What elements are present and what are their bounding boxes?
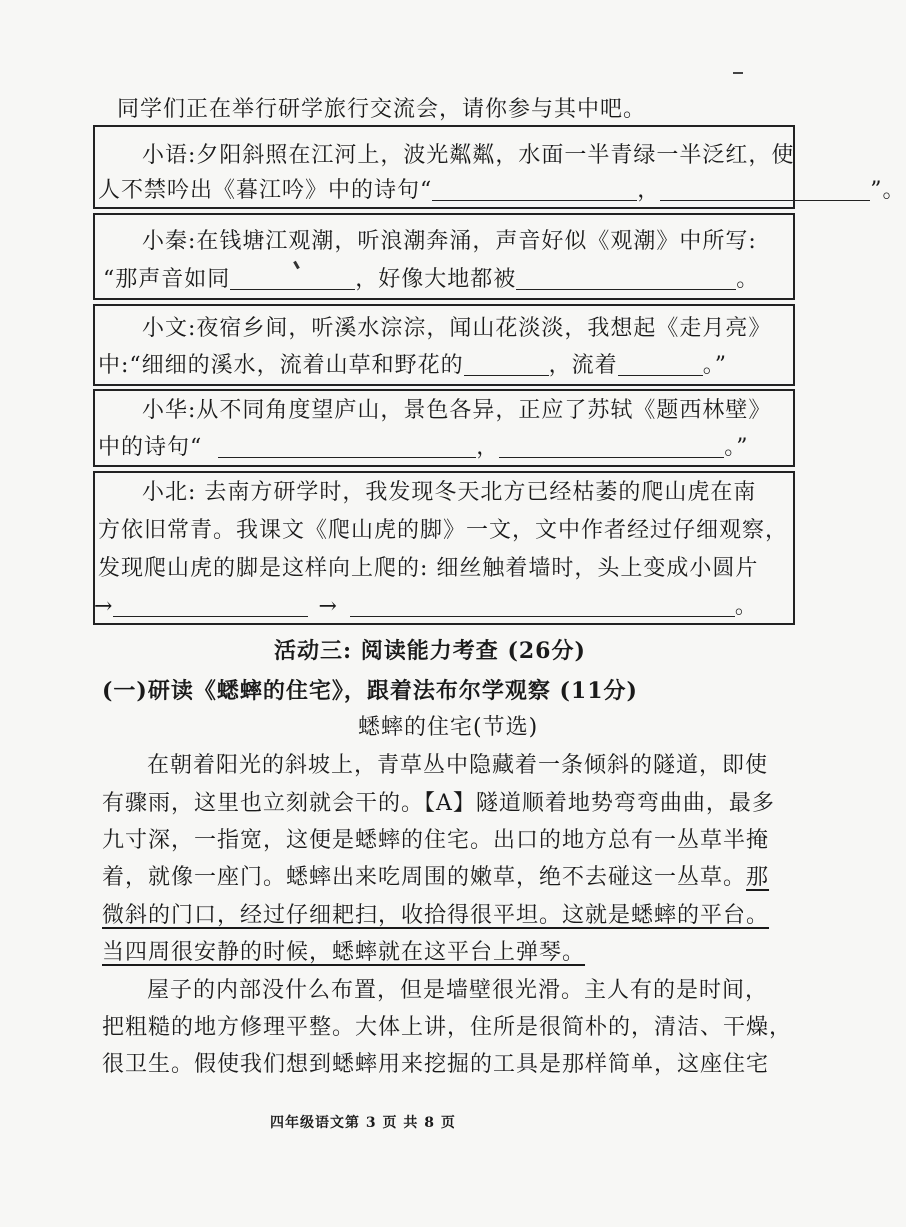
arrow-icon: → — [94, 594, 114, 619]
page-footer: 四年级语文第 3 页 共 8 页 — [270, 1115, 456, 1131]
xiaobei-line-3: 发现爬山虎的脚是这样向上爬的: 细丝触着墙时，头上变成小圆片 — [98, 556, 759, 581]
para1-line-3: 九寸深，一指宽，这便是蟋蟀的住宅。出口的地方总有一丛草半掩 — [102, 828, 770, 853]
section-title: (一)研读《蟋蟀的住宅》，跟着法布尔学观察 (11分) — [102, 678, 638, 704]
xiaobei-line-1: 小北: 去南方研学时，我发现冬天北方已经枯萎的爬山虎在南 — [142, 480, 757, 505]
fill-blank[interactable] — [113, 594, 308, 617]
fill-blank[interactable] — [218, 435, 476, 458]
xiaohua-line-2: 中的诗句“ ， 。” — [98, 435, 749, 460]
para2-line-2: 把粗糙的地方修理平整。大体上讲，住所是很简朴的，清洁、干燥， — [102, 1015, 793, 1040]
para1-line-6-underlined: 当四周很安静的时候，蟋蟀就在这平台上弹琴。 — [102, 940, 586, 965]
fill-blank[interactable] — [432, 178, 637, 201]
para2-line-3: 很卫生。假使我们想到蟋蟀用来挖掘的工具是那样简单，这座住宅 — [102, 1052, 770, 1077]
xiaoyu-line-1: 小语:夕阳斜照在江河上，波光粼粼，水面一半青绿一半泛红，使 — [142, 143, 795, 168]
xiaoqin-line-1: 小秦:在钱塘江观潮，听浪潮奔涌，声音好似《观潮》中所写: — [142, 229, 757, 254]
xiaowen-line-1: 小文:夜宿乡间，听溪水淙淙，闻山花淡淡，我想起《走月亮》 — [142, 316, 772, 341]
scan-mark — [733, 72, 743, 74]
activity-title: 活动三: 阅读能力考查 (26分) — [274, 638, 586, 664]
fill-blank[interactable] — [350, 594, 735, 617]
arrow-icon: → — [318, 594, 338, 619]
para1-line-5-underlined: 微斜的门口，经过仔细耙扫，收拾得很平坦。这就是蟋蟀的平台。 — [102, 903, 770, 928]
fill-blank[interactable] — [660, 178, 870, 201]
para1-line-1: 在朝着阳光的斜坡上，青草丛中隐藏着一条倾斜的隧道，即使 — [147, 753, 769, 778]
fill-blank[interactable] — [516, 267, 736, 290]
xiaoyu-line-2: 人不禁吟出《暮江吟》中的诗句“ ， ”。 — [98, 178, 906, 203]
article-title: 蟋蟀的住宅(节选) — [358, 715, 539, 740]
xiaowen-line-2: 中:“细细的溪水，流着山草和野花的 ，流着 。” — [98, 353, 727, 378]
intro-text: 同学们正在举行研学旅行交流会，请你参与其中吧。 — [117, 97, 647, 122]
fill-blank[interactable] — [499, 435, 724, 458]
fill-blank[interactable] — [464, 353, 549, 376]
fill-blank[interactable] — [618, 353, 703, 376]
xiaobei-line-4: → → 。 — [94, 594, 758, 619]
para1-line-2: 有骤雨，这里也立刻就会干的。【A】隧道顺着地势弯弯曲曲，最多 — [102, 791, 775, 816]
fill-blank[interactable] — [230, 267, 355, 290]
xiaoqin-line-2: “那声音如同 ，好像大地都被 。 — [103, 267, 760, 292]
xiaobei-line-2: 方依旧常青。我课文《爬山虎的脚》一文，文中作者经过仔细观察， — [98, 518, 789, 543]
para1-line-4: 着，就像一座门。蟋蟀出来吃周围的嫩草，绝不去碰这一丛草。那 — [102, 865, 770, 890]
para2-line-1: 屋子的内部没什么布置，但是墙壁很光滑。主人有的是时间， — [147, 978, 769, 1003]
xiaohua-line-1: 小华:从不同角度望庐山，景色各异，正应了苏轼《题西林壁》 — [142, 398, 772, 423]
